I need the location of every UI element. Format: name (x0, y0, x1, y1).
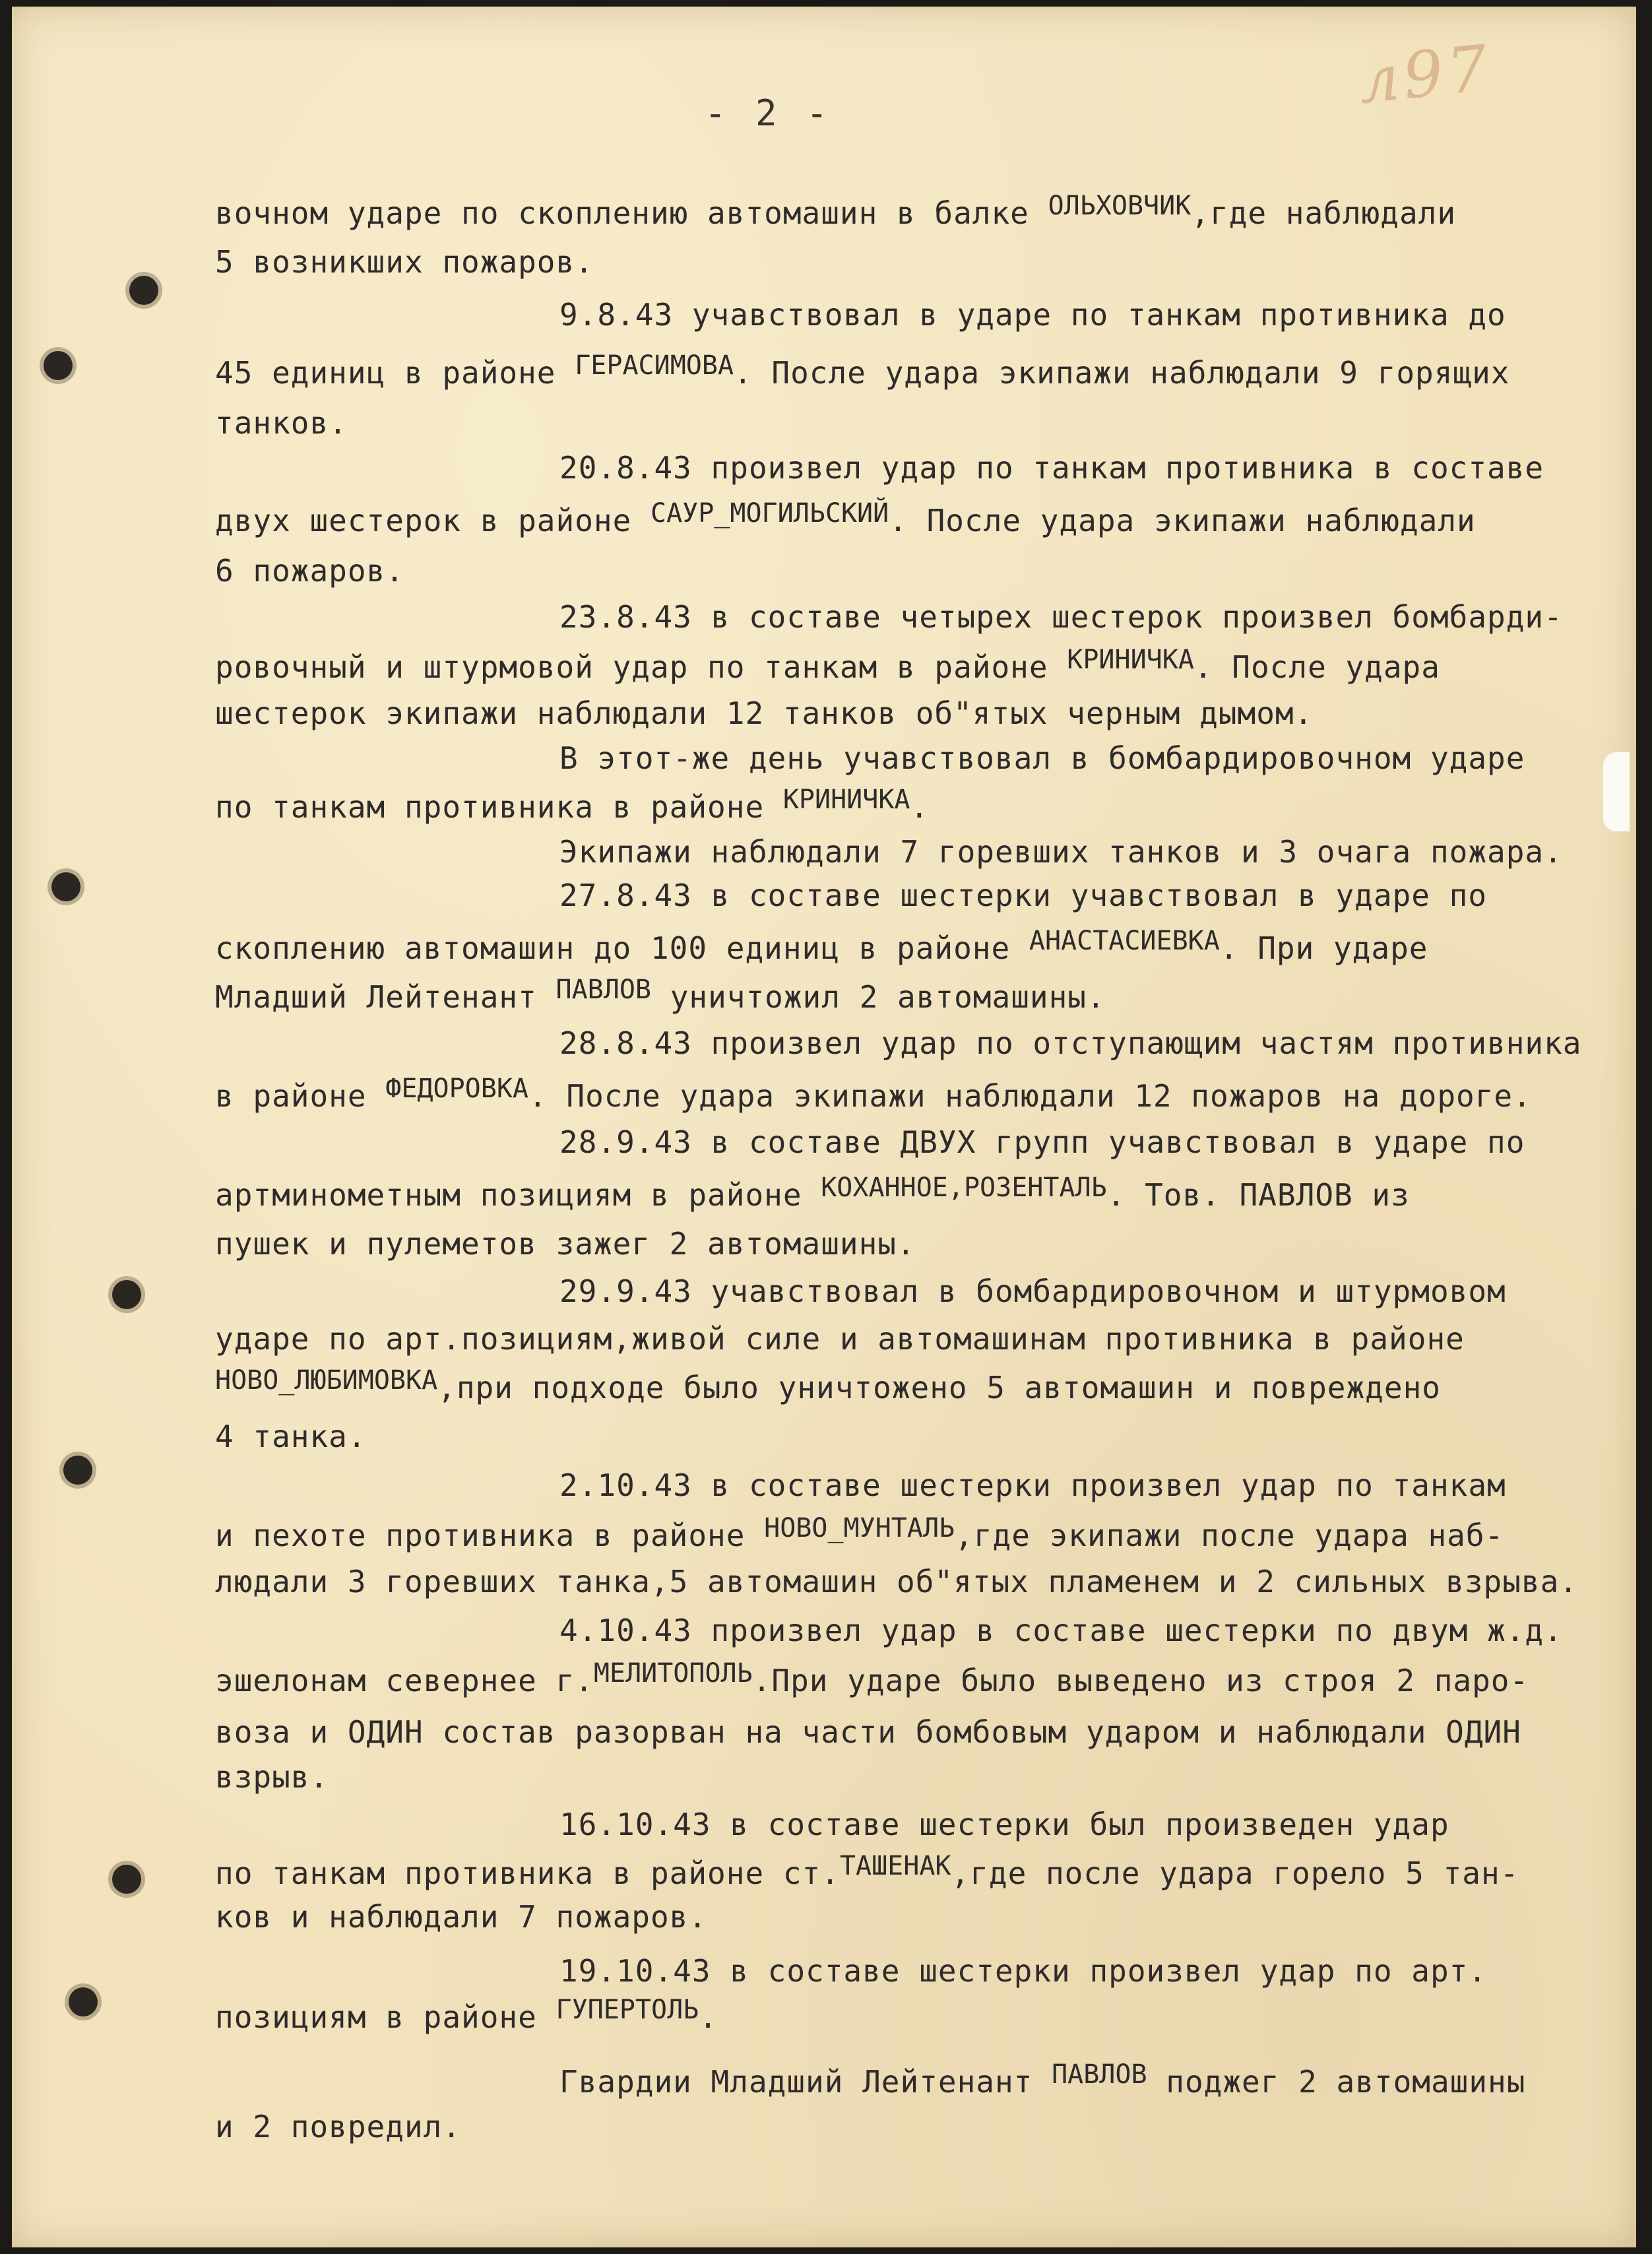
place-name: ОЛЬХОВЧИК (1048, 191, 1191, 221)
line-text: 2.10.43 в составе шестерки произвел удар по танкам (559, 1467, 1506, 1503)
line-text: ,где после удара горело 5 тан- (951, 1855, 1519, 1891)
line-text: . После удара (1193, 649, 1440, 685)
line-text: ровочный и штурмовой удар по танкам в районе (215, 649, 1067, 685)
line-text: 4 танка. (215, 1419, 367, 1454)
text-line (215, 1513, 1504, 1553)
place-name: КРИНИЧКА (1067, 645, 1194, 675)
text-line (559, 599, 1563, 635)
line-text: скоплению автомашин до 100 единиц в районе (215, 930, 1029, 966)
line-text: и пехоте противника в районе (215, 1518, 765, 1553)
place-name: САУР_МОГИЛЬСКИЙ (650, 498, 889, 529)
line-text: . (699, 1999, 718, 2035)
line-text: эшелонам севернее г. (215, 1663, 594, 1698)
line-text: 28.9.43 в составе ДВУХ групп учавствовал в ударе по (559, 1124, 1525, 1160)
place-name: КОХАННОЕ,РОЗЕНТАЛЬ (821, 1173, 1107, 1203)
line-text: 23.8.43 в составе четырех шестерок произвел бомбарди- (559, 599, 1563, 635)
line-text: 4.10.43 произвел удар в составе шестерки по двум ж.д. (559, 1613, 1563, 1648)
place-name: МЕЛИТОПОЛЬ (593, 1658, 753, 1689)
text-line (559, 1613, 1563, 1648)
line-text: 9.8.43 учавствовал в ударе по танкам противника до (559, 297, 1506, 333)
text-line (559, 1124, 1525, 1160)
line-text: В этот-же день учавствовал в бомбардировочном ударе (559, 740, 1525, 776)
place-name: НОВО_МУНТАЛЬ (764, 1513, 955, 1543)
text-line (215, 350, 1510, 391)
line-text: двух шестерок в районе (215, 503, 651, 538)
text-line (215, 405, 348, 441)
text-line (559, 450, 1544, 486)
line-text: уничтожил 2 автомашины. (651, 979, 1106, 1015)
text-line (215, 926, 1428, 966)
text-line (215, 975, 1106, 1015)
line-text: по танкам противника в районе (215, 789, 783, 825)
line-text: 5 возникших пожаров. (215, 244, 594, 280)
line-text: Гвардии Младший Лейтенант (559, 2064, 1052, 2100)
page-number: - 2 - (705, 92, 832, 134)
line-text: поджег 2 автомашины (1147, 2064, 1526, 2100)
text-line (559, 834, 1563, 870)
binder-hole (112, 1865, 141, 1894)
line-text: танков. (215, 405, 348, 441)
text-line (215, 498, 1476, 538)
text-line (215, 785, 930, 825)
line-text: . После удара экипажи наблюдали 9 горящих (734, 355, 1510, 391)
text-line (559, 878, 1487, 913)
line-text: .При ударе было выведено из строя 2 паро- (752, 1663, 1529, 1698)
text-line (215, 1365, 1441, 1405)
text-line (559, 1807, 1449, 1842)
place-name: ФЕДОРОВКА (385, 1074, 528, 1104)
line-text: артминометным позициям в районе (215, 1177, 821, 1213)
binder-hole (129, 276, 158, 305)
text-line (559, 1953, 1487, 1989)
text-line (215, 1564, 1578, 1599)
place-name: КРИНИЧКА (782, 785, 910, 815)
text-line (215, 1226, 916, 1262)
line-text: 27.8.43 в составе шестерки учавствовал в ударе по (559, 878, 1488, 913)
text-line (559, 1025, 1582, 1061)
place-name: ГУПЕРТОЛЬ (556, 1995, 699, 2025)
line-text: Экипажи наблюдали 7 горевших танков и 3 очага пожара. (559, 834, 1563, 870)
line-text: 16.10.43 в составе шестерки был произведен удар (559, 1807, 1449, 1842)
text-line (215, 244, 594, 280)
line-text: 19.10.43 в составе шестерки произвел удар по арт. (559, 1953, 1488, 1989)
line-text: ,где экипажи после удара наб- (955, 1518, 1504, 1553)
binder-hole (51, 872, 80, 901)
line-text: 28.8.43 произвел удар по отступающим частям противника (559, 1025, 1582, 1061)
place-name: АНАСТАСИЕВКА (1029, 926, 1220, 956)
text-line (215, 1714, 1521, 1750)
text-line (559, 297, 1506, 333)
line-text: ,где наблюдали (1191, 195, 1457, 231)
place-name: ГЕРАСИМОВА (575, 350, 734, 381)
text-line (215, 645, 1440, 685)
line-text: шестерок экипажи наблюдали 12 танков об"ятых черным дымом. (215, 695, 1314, 731)
binder-hole (69, 1987, 98, 2016)
binder-hole (44, 351, 73, 380)
text-line (559, 1273, 1506, 1309)
text-line (215, 1851, 1519, 1891)
line-text: в районе (215, 1078, 386, 1114)
text-line (215, 1074, 1532, 1114)
line-text: ,при подходе было уничтожено 5 автомашин и повреждено (437, 1370, 1441, 1405)
line-text: . (910, 789, 930, 825)
text-line (559, 740, 1525, 776)
line-text: по танкам противника в районе ст. (215, 1855, 840, 1891)
line-text: взрыв. (215, 1759, 329, 1795)
text-line (215, 1321, 1465, 1357)
text-line (559, 2059, 1526, 2100)
text-line (215, 191, 1457, 231)
handwritten-page-annotation: л97 (1355, 30, 1495, 118)
text-line (215, 1658, 1529, 1698)
text-line (215, 1759, 329, 1795)
place-name: ПАВЛОВ (556, 975, 651, 1005)
line-text: . После удара экипажи наблюдали (889, 503, 1476, 538)
line-text: Младший Лейтенант (215, 979, 556, 1015)
line-text: вочном ударе по скоплению автомашин в балке (215, 195, 1048, 231)
line-text: и 2 повредил. (215, 2109, 462, 2144)
text-line (215, 1995, 718, 2035)
text-line (559, 1467, 1506, 1503)
line-text: ков и наблюдали 7 пожаров. (215, 1899, 708, 1935)
binder-hole (112, 1280, 141, 1309)
place-name: ТАШЕНАК (839, 1851, 951, 1881)
place-name: ПАВЛОВ (1052, 2059, 1147, 2090)
text-line (215, 1419, 367, 1454)
line-text: ударе по арт.позициям,живой силе и автомашинам противника в районе (215, 1321, 1465, 1357)
document-page (12, 7, 1636, 2247)
line-text: людали 3 горевших танка,5 автомашин об"ятых пламенем и 2 сильных взрыва. (215, 1564, 1578, 1599)
line-text: пушек и пулеметов зажег 2 автомашины. (215, 1226, 916, 1262)
line-text: воза и ОДИН состав разорван на части бомбовым ударом и наблюдали ОДИН (215, 1714, 1521, 1750)
text-line (215, 1173, 1410, 1213)
line-text: . При ударе (1219, 930, 1428, 966)
line-text: 6 пожаров. (215, 553, 404, 589)
binder-hole (63, 1456, 92, 1485)
line-text: 20.8.43 произвел удар по танкам противника в составе (559, 450, 1544, 486)
text-line (215, 2109, 461, 2144)
place-name: НОВО_ЛЮБИМОВКА (215, 1365, 438, 1396)
line-text: 29.9.43 учавствовал в бомбардировочном и штурмовом (559, 1273, 1506, 1309)
text-line (215, 1899, 707, 1935)
paper-tear (1603, 752, 1630, 831)
text-line (215, 553, 404, 589)
line-text: . После удара экипажи наблюдали 12 пожаров на дороге. (528, 1078, 1532, 1114)
line-text: . Тов. ПАВЛОВ из (1106, 1177, 1410, 1213)
line-text: позициям в районе (215, 1999, 556, 2035)
text-line (215, 695, 1313, 731)
line-text: 45 единиц в районе (215, 355, 575, 391)
